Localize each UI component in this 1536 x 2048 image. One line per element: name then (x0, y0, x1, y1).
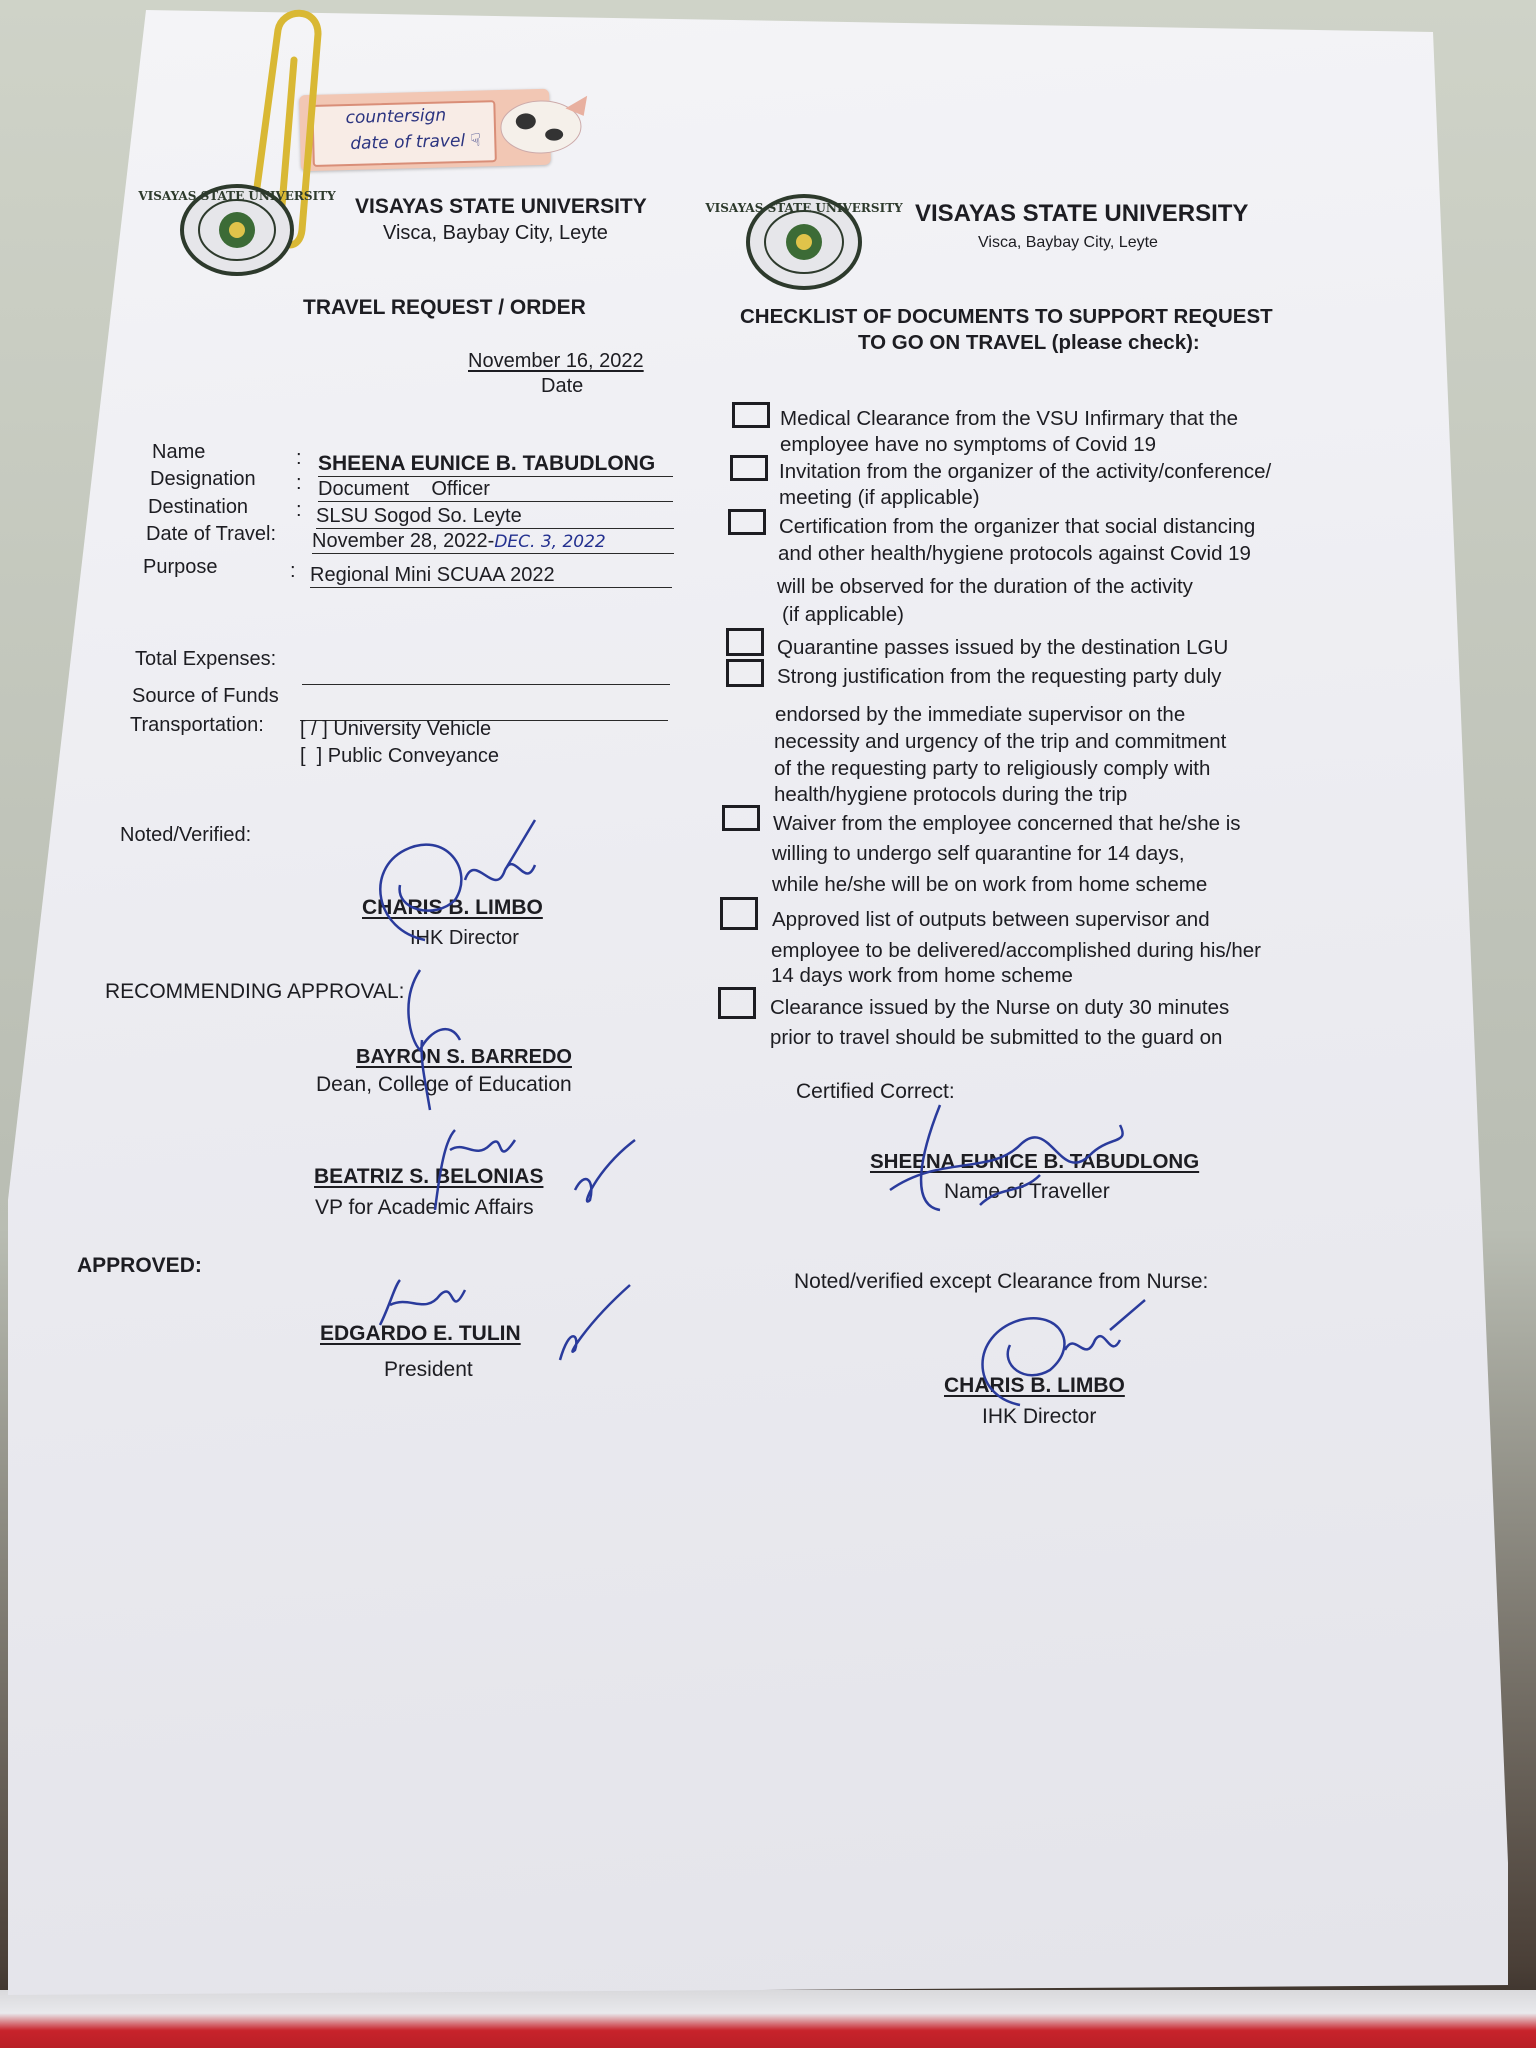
designation-colon: : (296, 472, 302, 494)
checkbox-approved-outputs[interactable] (720, 897, 758, 930)
checkbox-strong-justification[interactable] (726, 659, 764, 687)
checklist-line: health/hygiene protocols during the trip (774, 783, 1128, 806)
transport-option-public-conveyance: [ ] Public Conveyance (300, 745, 499, 767)
checklist-line: of the requesting party to religiously comply with (774, 757, 1211, 780)
red-cloth (0, 1990, 1536, 2048)
checklist-line: 14 days work from home scheme (771, 964, 1073, 987)
note-line-1: countersign (345, 105, 447, 129)
checklist-line: (if applicable) (782, 603, 904, 626)
checkbox-certification[interactable] (728, 509, 766, 535)
director-title: IHK Director (982, 1405, 1097, 1428)
approver-title: President (384, 1358, 473, 1381)
checklist-line: Invitation from the organizer of the activity/conference/ (779, 460, 1272, 483)
noted-signatory-title: IHK Director (410, 927, 519, 949)
noted-verified-label: Noted/Verified: (120, 824, 252, 846)
checklist-line: employee to be delivered/accomplished during his/her (771, 939, 1262, 962)
checklist-line: Clearance issued by the Nurse on duty 30 minutes (770, 996, 1230, 1019)
checklist-line: prior to travel should be submitted to the guard on (770, 1026, 1223, 1049)
checkbox-nurse-clearance[interactable] (718, 987, 756, 1019)
request-date-label: Date (541, 375, 584, 397)
note-line-2: date of travel ☟ (350, 130, 482, 154)
form-title: TRAVEL REQUEST / ORDER (303, 296, 586, 319)
certified-correct-label: Certified Correct: (796, 1080, 955, 1103)
destination-field: SLSU Sogod So. Leyte (316, 505, 674, 529)
checkbox-quarantine-passes[interactable] (726, 628, 764, 656)
checklist-line: employee have no symptoms of Covid 19 (780, 433, 1157, 456)
checklist-line: Medical Clearance from the VSU Infirmary that the (780, 407, 1239, 430)
date-of-travel-label: Date of Travel: (146, 523, 277, 545)
checklist-line: Approved list of outputs between supervisor and (772, 908, 1210, 931)
checklist-line: while he/she will be on work from home scheme (772, 873, 1208, 896)
seal-text-left: VISAYAS STATE UNIVERSITY (138, 189, 336, 203)
transportation-label: Transportation: (130, 714, 264, 736)
checklist-title-line-1: CHECKLIST OF DOCUMENTS TO SUPPORT REQUEST (740, 305, 1273, 328)
right-university-name: VISAYAS STATE UNIVERSITY (915, 200, 1249, 227)
date-of-travel-field (312, 530, 674, 554)
recommender-1-title: Dean, College of Education (316, 1073, 572, 1096)
purpose-field: Regional Mini SCUAA 2022 (310, 564, 672, 588)
source-of-funds-label: Source of Funds (132, 685, 279, 707)
recommender-1-name: BAYRON S. BARREDO (356, 1046, 572, 1068)
checklist-line: will be observed for the duration of the activity (777, 575, 1193, 598)
checklist-line: meeting (if applicable) (779, 486, 980, 509)
checklist-line: endorsed by the immediate supervisor on the (775, 703, 1186, 726)
checklist-line: willing to undergo self quarantine for 14 days, (772, 842, 1185, 865)
name-label: Name (152, 441, 206, 463)
purpose-label: Purpose (143, 556, 218, 578)
checklist-line: and other health/hygiene protocols against Covid 19 (778, 542, 1251, 565)
request-date: November 16, 2022 (468, 350, 644, 372)
designation-field: Document Officer (318, 478, 673, 502)
purpose-colon: : (290, 560, 296, 582)
checklist-title-line-2: TO GO ON TRAVEL (please check): (858, 331, 1200, 354)
noted-except-label: Noted/verified except Clearance from Nurse: (794, 1270, 1209, 1293)
noted-signatory-name: CHARIS B. LIMBO (362, 896, 543, 919)
right-university-address: Visca, Baybay City, Leyte (978, 234, 1158, 251)
recommender-2-title: VP for Academic Affairs (315, 1196, 534, 1219)
left-university-name: VISAYAS STATE UNIVERSITY (355, 195, 647, 218)
cow-icon (495, 88, 597, 161)
seal-text-right: VISAYAS STATE UNIVERSITY (705, 201, 903, 215)
sticky-bookmark (299, 89, 551, 172)
total-expenses-label: Total Expenses: (135, 648, 277, 670)
checklist-line: Waiver from the employee concerned that he/she is (773, 812, 1241, 835)
director-name: CHARIS B. LIMBO (944, 1374, 1125, 1397)
checkbox-medical-clearance[interactable] (732, 402, 770, 428)
destination-colon: : (296, 499, 302, 521)
destination-label: Destination (148, 496, 249, 518)
recommending-approval-label: RECOMMENDING APPROVAL: (105, 980, 405, 1003)
total-expenses-line (302, 684, 670, 685)
date-of-travel-value: November 28, 2022- (312, 530, 495, 552)
designation-label: Designation (150, 468, 256, 490)
vsu-seal-left (138, 180, 336, 280)
checkbox-invitation[interactable] (730, 455, 768, 481)
checklist-line: Certification from the organizer that social distancing (779, 515, 1256, 538)
approver-name: EDGARDO E. TULIN (320, 1322, 521, 1345)
name-colon: : (296, 447, 302, 469)
recommender-2-name: BEATRIZ S. BELONIAS (314, 1165, 544, 1188)
name-field: SHEENA EUNICE B. TABUDLONG (318, 452, 673, 477)
checklist-line: Strong justification from the requesting party duly (777, 665, 1222, 688)
date-of-travel-handwritten: DEC. 3, 2022 (494, 532, 606, 552)
vsu-seal-right (705, 190, 903, 295)
checkbox-waiver[interactable] (722, 805, 760, 831)
checklist-line: Quarantine passes issued by the destination LGU (777, 636, 1229, 659)
approved-label: APPROVED: (77, 1254, 202, 1277)
traveller-name: SHEENA EUNICE B. TABUDLONG (870, 1150, 1200, 1173)
checklist-line: necessity and urgency of the trip and commitment (774, 730, 1227, 753)
left-university-address: Visca, Baybay City, Leyte (383, 222, 608, 244)
transport-option-university-vehicle: [ / ] University Vehicle (300, 718, 492, 740)
traveller-caption: Name of Traveller (944, 1180, 1110, 1203)
